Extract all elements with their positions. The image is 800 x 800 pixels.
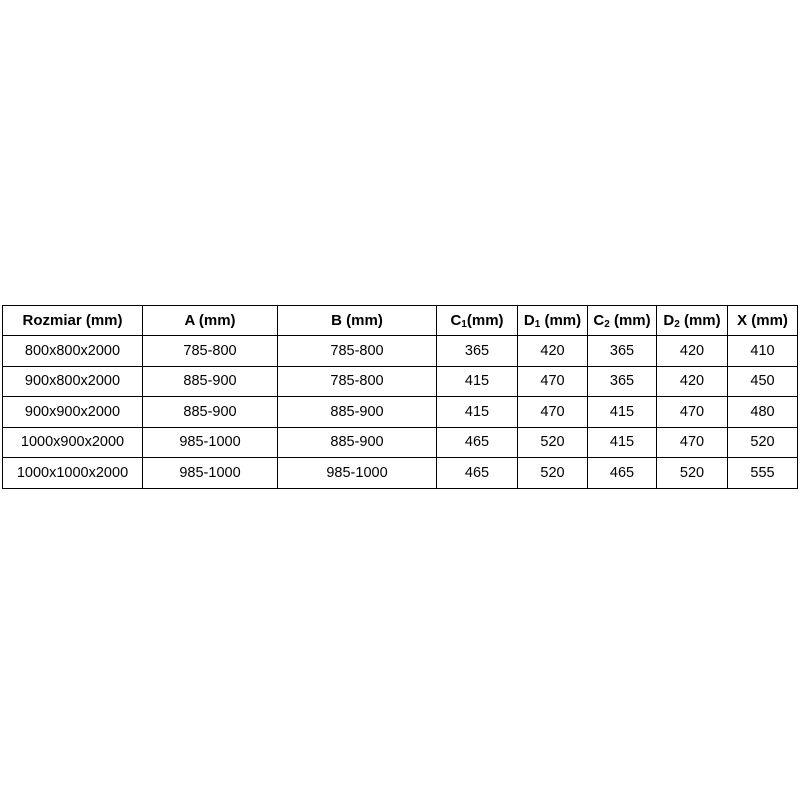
table-cell-r1-c6: 420 [657, 366, 728, 397]
table-cell-r3-c1: 985-1000 [143, 427, 278, 458]
table-cell-r0-c2: 785-800 [278, 336, 437, 367]
table-cell-r4-c0: 1000x1000x2000 [3, 458, 143, 489]
column-header-label: X (mm) [737, 312, 788, 329]
table-cell-r1-c5: 365 [588, 366, 657, 397]
column-header-5 [588, 306, 657, 336]
column-header-0 [3, 306, 143, 336]
table-cell-r2-c7: 480 [728, 397, 798, 428]
column-header-subscript: 1 [461, 318, 467, 330]
table-row [3, 458, 798, 489]
table-cell-r0-c3: 365 [437, 336, 518, 367]
table-cell-r0-c4: 420 [518, 336, 588, 367]
table-cell-r1-c0: 900x800x2000 [3, 366, 143, 397]
table-cell-r2-c2: 885-900 [278, 397, 437, 428]
table-cell-r2-c5: 415 [588, 397, 657, 428]
table-body [3, 336, 798, 489]
table-row [3, 397, 798, 428]
table-row [3, 366, 798, 397]
table-cell-r4-c6: 520 [657, 458, 728, 489]
column-header-rest: (mm) [540, 311, 582, 329]
column-header-1 [143, 306, 278, 336]
table-cell-r2-c0: 900x900x2000 [3, 397, 143, 428]
column-header-rest: (mm) [609, 311, 651, 329]
table-cell-r1-c4: 470 [518, 366, 588, 397]
column-header-base: C [450, 311, 462, 329]
column-header-rest: (mm) [466, 311, 504, 329]
table-cell-r0-c0: 800x800x2000 [3, 336, 143, 367]
table-cell-r3-c6: 470 [657, 427, 728, 458]
table-cell-r2-c3: 415 [437, 397, 518, 428]
table-cell-r4-c4: 520 [518, 458, 588, 489]
table-cell-r1-c2: 785-800 [278, 366, 437, 397]
table-cell-r3-c3: 465 [437, 427, 518, 458]
table-row [3, 427, 798, 458]
table-cell-r0-c1: 785-800 [143, 336, 278, 367]
column-header-base: D [663, 311, 675, 329]
table-cell-r3-c4: 520 [518, 427, 588, 458]
header-row [3, 306, 798, 336]
column-header-subscript: 2 [674, 318, 680, 330]
table-cell-r3-c5: 415 [588, 427, 657, 458]
table-cell-r0-c7: 410 [728, 336, 798, 367]
column-header-6 [657, 306, 728, 336]
table-cell-r3-c0: 1000x900x2000 [3, 427, 143, 458]
table-cell-r4-c2: 985-1000 [278, 458, 437, 489]
column-header-base: C [593, 311, 605, 329]
table-cell-r1-c3: 415 [437, 366, 518, 397]
column-header-label: Rozmiar (mm) [22, 312, 123, 329]
column-header-subscript: 2 [604, 318, 610, 330]
table-cell-r1-c1: 885-900 [143, 366, 278, 397]
column-header-7 [728, 306, 798, 336]
column-header-3 [437, 306, 518, 336]
table-cell-r4-c5: 465 [588, 458, 657, 489]
table-cell-r0-c6: 420 [657, 336, 728, 367]
table-cell-r2-c6: 470 [657, 397, 728, 428]
table-cell-r4-c3: 465 [437, 458, 518, 489]
table-cell-r3-c2: 885-900 [278, 427, 437, 458]
table-row [3, 336, 798, 367]
table-cell-r4-c1: 985-1000 [143, 458, 278, 489]
dimensions-table [2, 305, 798, 489]
table-cell-r2-c1: 885-900 [143, 397, 278, 428]
column-header-label: B (mm) [331, 312, 383, 329]
column-header-label: A (mm) [184, 312, 236, 329]
table-cell-r0-c5: 365 [588, 336, 657, 367]
column-header-subscript: 1 [534, 318, 541, 330]
table-cell-r1-c7: 450 [728, 366, 798, 397]
column-header-4 [518, 306, 588, 336]
column-header-rest: (mm) [679, 311, 721, 329]
column-header-2 [278, 306, 437, 336]
table-cell-r2-c4: 470 [518, 397, 588, 428]
column-header-base: D [523, 311, 535, 329]
table-cell-r4-c7: 555 [728, 458, 798, 489]
table-cell-r3-c7: 520 [728, 427, 798, 458]
